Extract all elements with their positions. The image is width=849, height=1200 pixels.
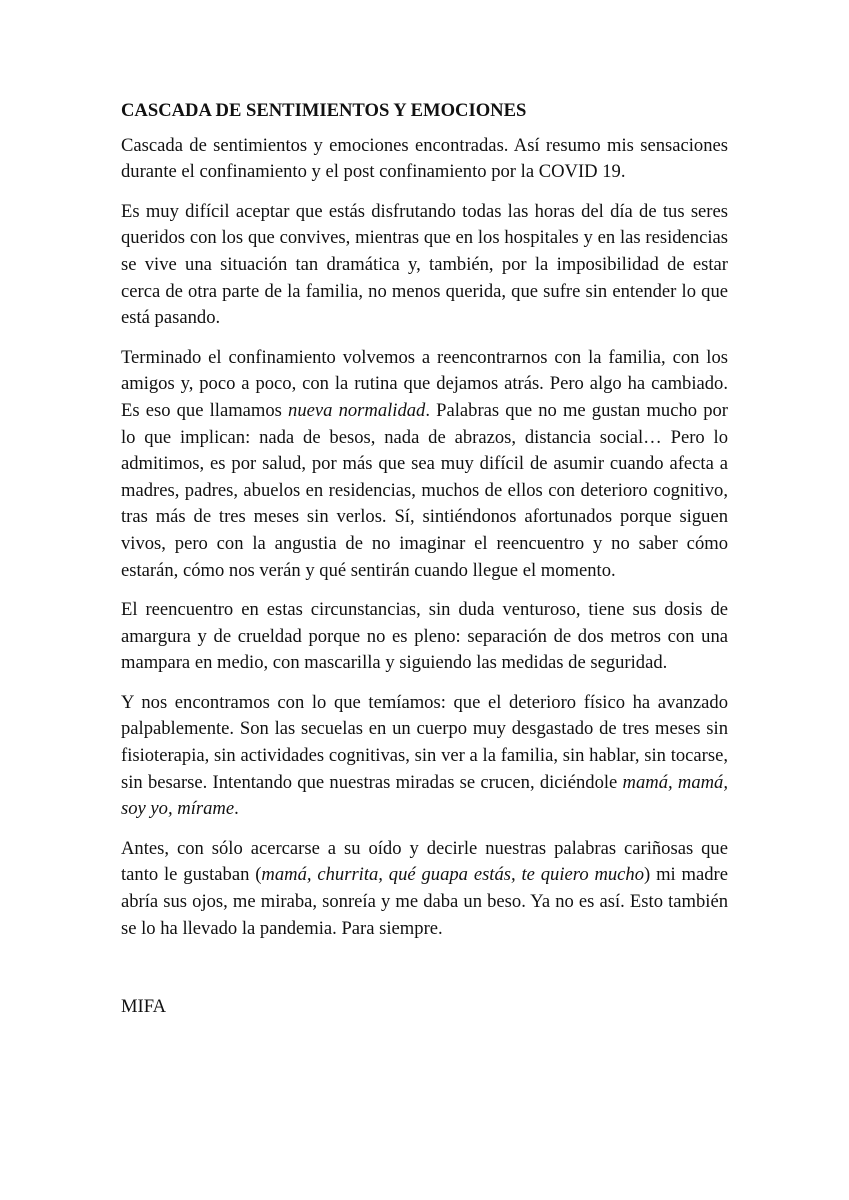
signature: MIFA xyxy=(121,996,167,1018)
paragraph-3 xyxy=(121,345,728,584)
paragraph-3-text-b: . Palabras que no me gustan mucho por lo que implican: nada de besos, nada de abrazos, distancia social… Pero lo admitimos, es por salud, por más que sea muy difícil de asumir cuando afecta a madres, padres, abuelos en residencias, muchos de ellos con deterioro cognitivo, tras más de tres meses sin verlos. Sí, sintiéndonos afortunados porque siguen vivos, pero con la angustia de no imaginar el reencuentro y no saber cómo estarán, cómo nos verán y qué sentirán cuando llegue el momento. xyxy=(121,399,728,581)
paragraph-5-emphasis: mamá, mamá, soy yo, mírame xyxy=(121,771,728,820)
paragraph-6-emphasis: mamá, churrita, qué guapa estás, te quiero mucho xyxy=(261,864,645,886)
document-title: CASCADA DE SENTIMIENTOS Y EMOCIONES xyxy=(121,100,527,121)
paragraph-6-text-b: ) mi madre abría sus ojos, me miraba, sonreía y me daba un beso. Ya no es así. Esto también se lo ha llevado la pandemia. Para siempre. xyxy=(121,864,728,939)
paragraph-6-text-a: Antes, con sólo acercarse a su oído y decirle nuestras palabras cariñosas que tanto le gustaban ( xyxy=(121,837,728,886)
paragraph-3-text-a: Terminado el confinamiento volvemos a reencontrarnos con la familia, con los amigos y, poco a poco, con la rutina que dejamos atrás. Pero algo ha cambiado. Es eso que llamamos xyxy=(121,346,728,421)
paragraph-4: El reencuentro en estas circunstancias, sin duda venturoso, tiene sus dosis de amargura y de crueldad porque no es pleno: separación de dos metros con una mampara en medio, con mascarilla y siguiendo las medidas de seguridad. xyxy=(121,599,728,674)
paragraph-3-emphasis: nueva normalidad xyxy=(288,399,426,421)
paragraph-6 xyxy=(121,836,728,942)
paragraph-5 xyxy=(121,690,728,823)
paragraph-1: Cascada de sentimientos y emociones encontradas. Así resumo mis sensaciones durante el confinamiento y el post confinamiento por la COVID 19. xyxy=(121,134,728,183)
paragraph-5-text-a: Y nos encontramos con lo que temíamos: que el deterioro físico ha avanzado palpablemente. Son las secuelas en un cuerpo muy desgastado de tres meses sin fisioterapia, sin actividades cognitivas, sin ver a la familia, sin hablar, sin tocarse, sin besarse. Intentando que nuestras miradas se crucen, diciéndole xyxy=(121,691,728,793)
paragraph-2: Es muy difícil aceptar que estás disfrutando todas las horas del día de tus seres queridos con los que convives, mientras que en los hospitales y en las residencias se vive una situación tan dramática y, también, por la imposibilidad de estar cerca de otra parte de la familia, no menos querida, que sufre sin entender lo que está pasando. xyxy=(121,200,728,329)
document-page xyxy=(121,98,728,1021)
paragraph-5-text-b: . xyxy=(234,798,239,820)
